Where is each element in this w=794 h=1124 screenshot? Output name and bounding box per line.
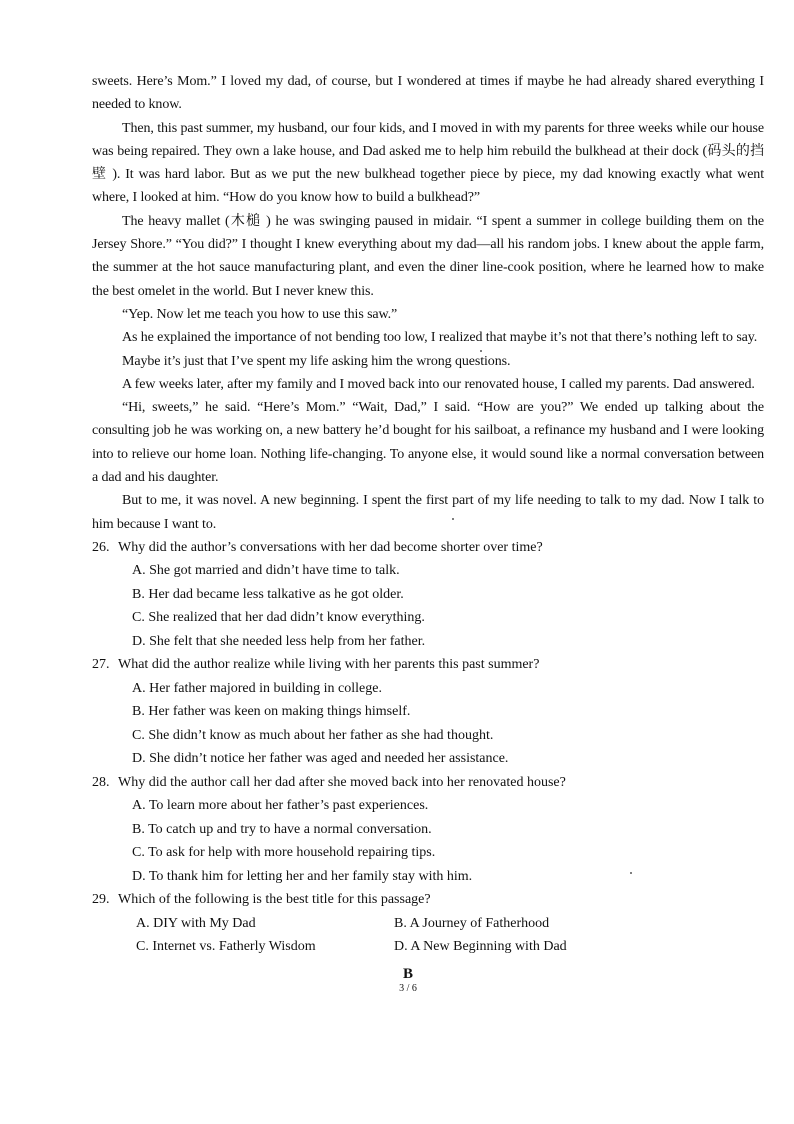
scan-speck <box>480 350 482 352</box>
question-stem: Why did the author call her dad after she moved back into her renovated house? <box>118 774 566 790</box>
option-d: D. To thank him for letting her and her family stay with him. <box>132 868 473 884</box>
question-number: 27. <box>92 657 110 673</box>
option-grid <box>136 912 764 959</box>
question-list <box>92 536 764 959</box>
question-26 <box>92 536 764 654</box>
option-a: A. Her father majored in building in college. <box>132 680 382 696</box>
question-number: 29. <box>92 892 110 908</box>
option-b: B. Her dad became less talkative as he got older. <box>132 586 404 602</box>
option-c: C. To ask for help with more household repairing tips. <box>132 845 436 861</box>
passage-paragraph: “Yep. Now let me teach you how to use this saw.” <box>122 306 398 322</box>
question-stem: Which of the following is the best title for this passage? <box>118 892 431 908</box>
option-b: B. Her father was keen on making things himself. <box>132 704 411 720</box>
question-28 <box>92 771 764 889</box>
option-c: C. Internet vs. Fatherly Wisdom <box>136 939 316 955</box>
section-letter: B <box>402 965 413 982</box>
question-stem: What did the author realize while living with her parents this past summer? <box>118 657 540 673</box>
question-29 <box>92 888 764 959</box>
passage-paragraph: Maybe it’s just that I’ve spent my life asking him the wrong questions. <box>122 353 511 369</box>
option-d: D. She felt that she needed less help from her father. <box>132 633 426 649</box>
passage-paragraph: Then, this past summer, my husband, our four kids, and I moved in with my parents for three weeks while our house was being repaired. They own a lake house, and Dad asked me to help him rebuild the bulkhead at their dock (码头的挡壁 ). It was hard labor. But as we put the new bulkhead together piece by piece, my dad knowing exactly what went where, I looked at him. “How do you know how to build a bulkhead?” <box>92 120 764 206</box>
question-number: 28. <box>92 774 110 790</box>
option-b: B. To catch up and try to have a normal conversation. <box>132 821 432 837</box>
option-c: C. She didn’t know as much about her father as she had thought. <box>132 727 494 743</box>
passage-paragraph: A few weeks later, after my family and I moved back into our renovated house, I called my parents. Dad answered. <box>122 376 755 392</box>
reading-passage <box>92 70 764 536</box>
question-number: 26. <box>92 539 110 555</box>
scan-speck <box>452 518 454 520</box>
option-a: A. She got married and didn’t have time to talk. <box>132 563 400 579</box>
option-a: A. To learn more about her father’s past experiences. <box>132 798 429 814</box>
option-a: A. DIY with My Dad <box>136 915 256 931</box>
passage-paragraph: As he explained the importance of not bending too low, I realized that maybe it’s not that there’s nothing left to say. <box>122 330 758 346</box>
option-d: D. She didn’t notice her father was aged and needed her assistance. <box>132 751 509 767</box>
option-c: C. She realized that her dad didn’t know everything. <box>132 610 425 626</box>
question-27 <box>92 653 764 771</box>
scan-speck <box>630 872 632 874</box>
page-number: 3 / 6 <box>399 982 417 994</box>
question-stem: Why did the author’s conversations with her dad become shorter over time? <box>118 539 543 555</box>
option-d: D. A New Beginning with Dad <box>394 939 567 955</box>
passage-paragraph: sweets. Here’s Mom.” I loved my dad, of course, but I wondered at times if maybe he had already shared everything I needed to know. <box>92 74 764 113</box>
passage-paragraph: “Hi, sweets,” he said. “Here’s Mom.” “Wait, Dad,” I said. “How are you?” We ended up talking about the consulting job he was working on, a new battery he’d bought for his sailboat, a refinance my husband and I were looking into to relieve our home loan. Nothing life-changing. To anyone else, it would sound like a normal conversation between a dad and his daughter. <box>92 400 764 486</box>
passage-paragraph: The heavy mallet (木槌 ) he was swinging paused in midair. “I spent a summer in college building them on the Jersey Shore.” “You did?” I thought I knew everything about my dad—all his random jobs. I knew about the apple farm, the summer at the hot sauce manufacturing plant, and even the diner line-cook position, where he learned how to make the best omelet in the world. But I never knew this. <box>92 213 764 299</box>
passage-paragraph: But to me, it was novel. A new beginning. I spent the first part of my life needing to talk to my dad. Now I talk to him because I want to. <box>92 493 764 532</box>
option-b: B. A Journey of Fatherhood <box>394 915 550 931</box>
